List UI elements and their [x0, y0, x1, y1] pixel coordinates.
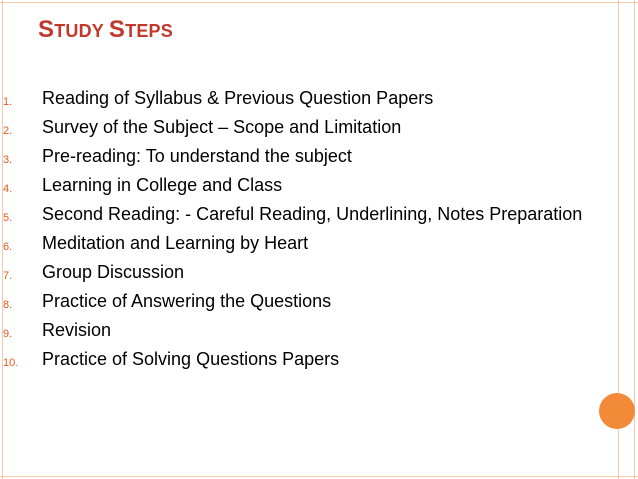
study-steps-list: [0, 87, 600, 377]
decorative-circle-icon: [599, 393, 635, 429]
step-number: 8.: [3, 299, 13, 311]
step-number: 1.: [3, 96, 13, 108]
step-number: 9.: [3, 328, 13, 340]
step-number: 3.: [3, 154, 13, 166]
step-number: 2.: [3, 125, 13, 137]
list-item: [0, 87, 600, 112]
frame-line-top: [0, 2, 638, 3]
step-text: Revision: [42, 320, 112, 340]
step-number: 10.: [3, 357, 19, 369]
title-second-rest: TEPS: [125, 21, 173, 41]
step-text: Group Discussion: [42, 262, 185, 282]
list-item: [0, 116, 600, 141]
slide-title: [38, 16, 173, 45]
title-second-capital: S: [108, 16, 126, 43]
list-item: [0, 174, 600, 199]
step-text: Survey of the Subject – Scope and Limitation: [42, 117, 402, 137]
title-first-capital: S: [38, 16, 55, 43]
title-first-rest: TUDY: [54, 21, 104, 41]
step-text: Meditation and Learning by Heart: [42, 233, 309, 253]
list-item: [0, 261, 600, 286]
step-number: 7.: [3, 270, 13, 282]
step-text: Practice of Solving Questions Papers: [42, 349, 340, 369]
list-item: [0, 232, 600, 257]
step-text: Pre-reading: To understand the subject: [42, 146, 352, 166]
step-number: 5.: [3, 212, 13, 224]
list-item: [0, 290, 600, 315]
frame-line-bottom: [0, 476, 638, 477]
step-text: Reading of Syllabus & Previous Question Papers: [42, 88, 434, 108]
step-number: 6.: [3, 241, 13, 253]
step-text: Practice of Answering the Questions: [42, 291, 332, 311]
step-number: 4.: [3, 183, 13, 195]
list-item: [0, 145, 600, 170]
list-item: [0, 203, 600, 228]
step-text: Second Reading: - Careful Reading, Underlining, Notes Preparation: [42, 204, 583, 224]
list-item: [0, 319, 600, 344]
list-item: [0, 348, 600, 373]
step-text: Learning in College and Class: [42, 175, 283, 195]
